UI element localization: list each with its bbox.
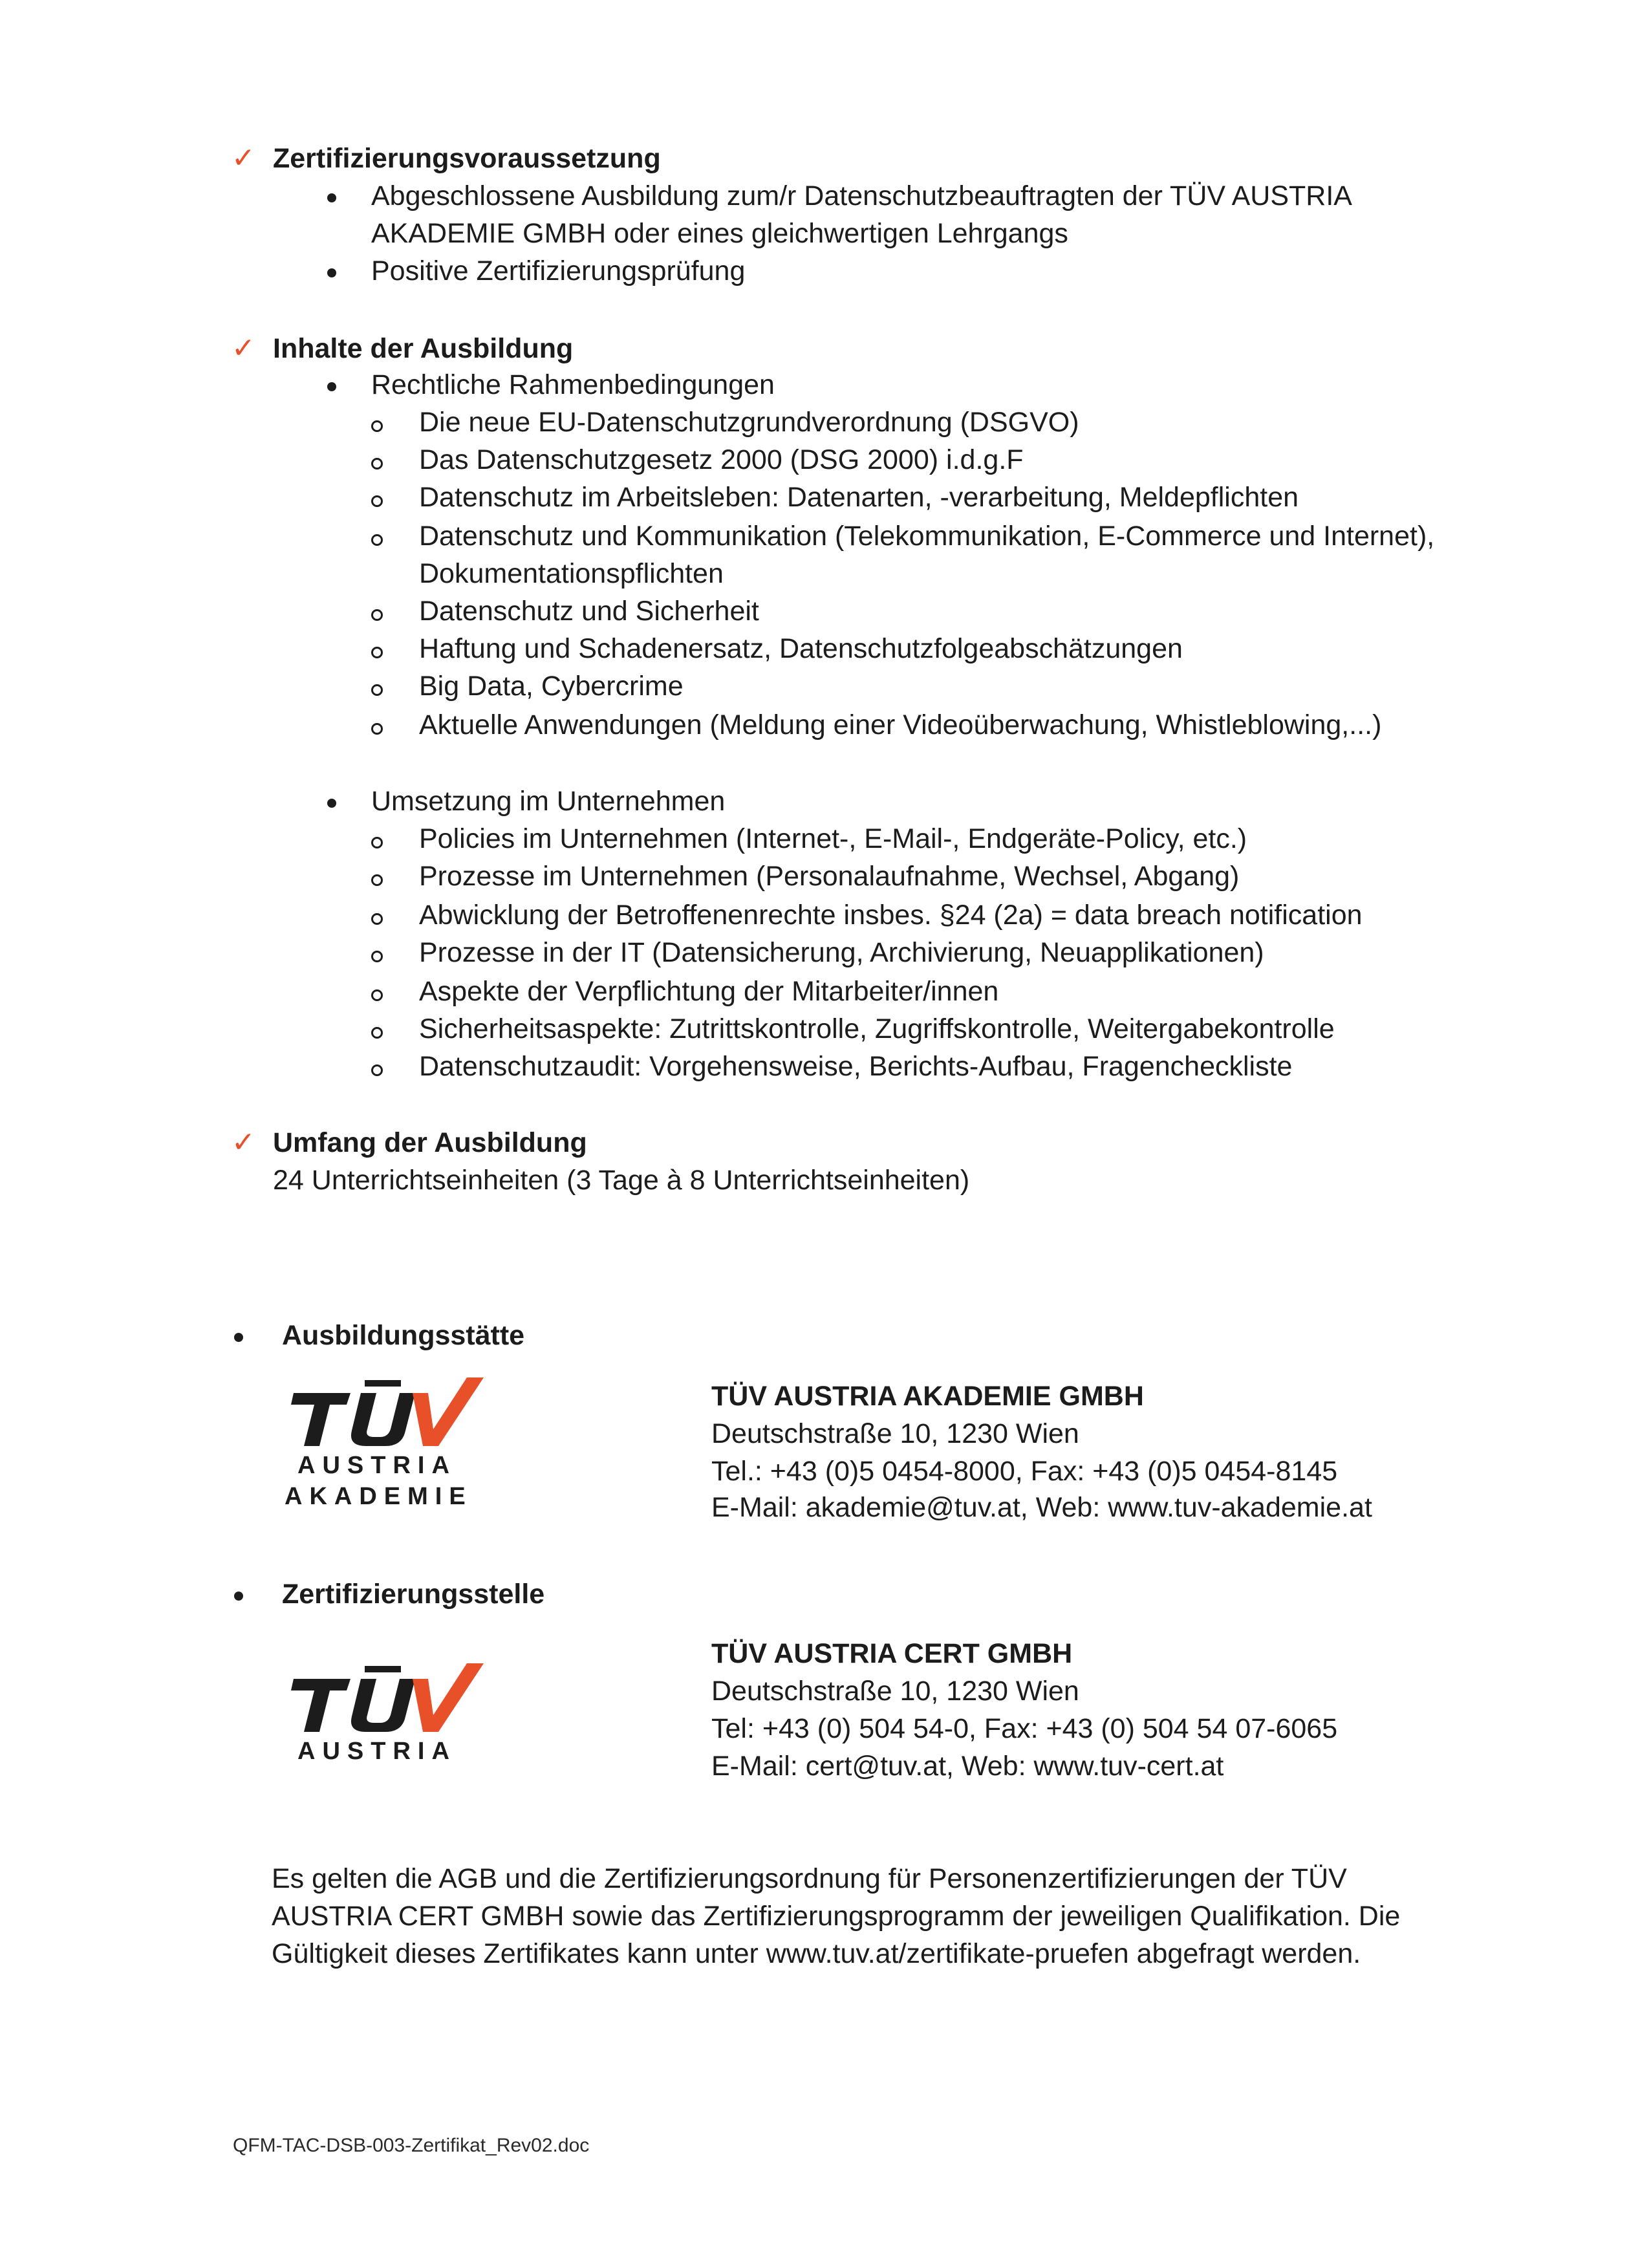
circle-bullet-icon (371, 723, 383, 735)
list-item: Big Data, Cybercrime (419, 671, 684, 702)
org-name: TÜV AUSTRIA AKADEMIE GMBH (711, 1381, 1144, 1412)
org-address: Deutschstraße 10, 1230 Wien (711, 1418, 1079, 1449)
umfang-text: 24 Unterrichtseinheiten (3 Tage à 8 Unterrichtseinheiten) (273, 1165, 970, 1196)
check-mark-icon: ✓ (232, 1127, 255, 1158)
tuv-mark-icon (290, 1662, 484, 1733)
circle-bullet-icon (371, 989, 383, 1001)
heading-voraussetzung: Zertifizierungsvoraussetzung (273, 143, 661, 174)
org-phone: Tel.: +43 (0)5 0454-8000, Fax: +43 (0)5 0454-8145 (711, 1456, 1338, 1487)
list-item: Haftung und Schadenersatz, Datenschutzfolgeabschätzungen (419, 633, 1183, 664)
bullet-text: Abgeschlossene Ausbildung zum/r Datenschutzbeauftragten der TÜV AUSTRIA (371, 180, 1352, 211)
check-mark-icon: ✓ (232, 142, 255, 174)
bullet-dot-icon (234, 1333, 243, 1342)
circle-bullet-icon (371, 534, 383, 546)
list-item: Datenschutz und Kommunikation (Telekommunikation, E-Commerce und Internet), (419, 521, 1435, 552)
list-item: Prozesse im Unternehmen (Personalaufnahme, Wechsel, Abgang) (419, 861, 1240, 892)
list-item: Policies im Unternehmen (Internet-, E-Mail-, Endgeräte-Policy, etc.) (419, 823, 1247, 854)
logo-text-austria: AUSTRIA (297, 1738, 457, 1765)
label-zertifizierungsstelle: Zertifizierungsstelle (282, 1579, 545, 1610)
list-item: Abwicklung der Betroffenenrechte insbes. §24 (2a) = data breach notification (419, 900, 1363, 931)
bullet-dot-icon (327, 193, 336, 202)
bullet-text-continued: AKADEMIE GMBH oder eines gleichwertigen Lehrgangs (371, 218, 1068, 249)
heading-umfang: Umfang der Ausbildung (273, 1127, 587, 1158)
circle-bullet-icon (371, 647, 383, 658)
circle-bullet-icon (371, 951, 383, 962)
group-title: Umsetzung im Unternehmen (371, 786, 726, 817)
org-contact: E-Mail: akademie@tuv.at, Web: www.tuv-akademie.at (711, 1492, 1372, 1523)
document-footer: QFM-TAC-DSB-003-Zertifikat_Rev02.doc (233, 2135, 590, 2156)
circle-bullet-icon (371, 1064, 383, 1076)
circle-bullet-icon (371, 837, 383, 848)
logo-text-austria: AUSTRIA (297, 1452, 457, 1479)
circle-bullet-icon (371, 495, 383, 507)
group-title: Rechtliche Rahmenbedingungen (371, 369, 775, 400)
list-item: Aktuelle Anwendungen (Meldung einer Videoüberwachung, Whistleblowing,...) (419, 709, 1382, 740)
check-mark-icon: ✓ (232, 332, 255, 364)
bullet-dot-icon (327, 799, 336, 808)
bullet-text: Positive Zertifizierungsprüfung (371, 255, 746, 286)
list-item: Aspekte der Verpflichtung der Mitarbeiter/innen (419, 976, 999, 1007)
org-name: TÜV AUSTRIA CERT GMBH (711, 1638, 1073, 1669)
circle-bullet-icon (371, 1027, 383, 1039)
tuv-austria-logo (290, 1662, 484, 1765)
list-item: Das Datenschutzgesetz 2000 (DSG 2000) i.d.g.F (419, 444, 1024, 475)
tuv-mark-icon (290, 1376, 484, 1447)
tuv-austria-akademie-logo (285, 1376, 484, 1510)
circle-bullet-icon (371, 874, 383, 886)
list-item: Datenschutzaudit: Vorgehensweise, Berichts-Aufbau, Fragencheckliste (419, 1051, 1293, 1082)
circle-bullet-icon (371, 913, 383, 925)
disclaimer-line: Gültigkeit dieses Zertifikates kann unter www.tuv.at/zertifikate-pruefen abgefragt werden. (272, 1938, 1361, 1969)
bullet-dot-icon (234, 1592, 243, 1601)
heading-inhalte: Inhalte der Ausbildung (273, 333, 574, 364)
circle-bullet-icon (371, 420, 383, 432)
bullet-dot-icon (327, 268, 336, 277)
list-item-continued: Dokumentationspflichten (419, 558, 724, 589)
list-item: Datenschutz und Sicherheit (419, 596, 759, 627)
circle-bullet-icon (371, 684, 383, 696)
circle-bullet-icon (371, 609, 383, 621)
org-address: Deutschstraße 10, 1230 Wien (711, 1676, 1079, 1707)
list-item: Die neue EU-Datenschutzgrundverordnung (DSGVO) (419, 407, 1079, 438)
circle-bullet-icon (371, 458, 383, 470)
list-item: Prozesse in der IT (Datensicherung, Archivierung, Neuapplikationen) (419, 937, 1264, 968)
disclaimer-line: Es gelten die AGB und die Zertifizierungsordnung für Personenzertifizierungen der TÜV (272, 1863, 1347, 1894)
list-item: Sicherheitsaspekte: Zutrittskontrolle, Zugriffskontrolle, Weitergabekontrolle (419, 1013, 1335, 1044)
list-item: Datenschutz im Arbeitsleben: Datenarten, -verarbeitung, Meldepflichten (419, 482, 1299, 513)
label-ausbildungsstaette: Ausbildungsstätte (282, 1320, 525, 1351)
logo-text-akademie: AKADEMIE (285, 1483, 473, 1510)
org-contact: E-Mail: cert@tuv.at, Web: www.tuv-cert.at (711, 1751, 1224, 1782)
bullet-dot-icon (327, 382, 336, 391)
org-phone: Tel: +43 (0) 504 54-0, Fax: +43 (0) 504 54 07-6065 (711, 1713, 1338, 1744)
disclaimer-line: AUSTRIA CERT GMBH sowie das Zertifizierungsprogramm der jeweiligen Qualifikation. Die (272, 1901, 1401, 1932)
